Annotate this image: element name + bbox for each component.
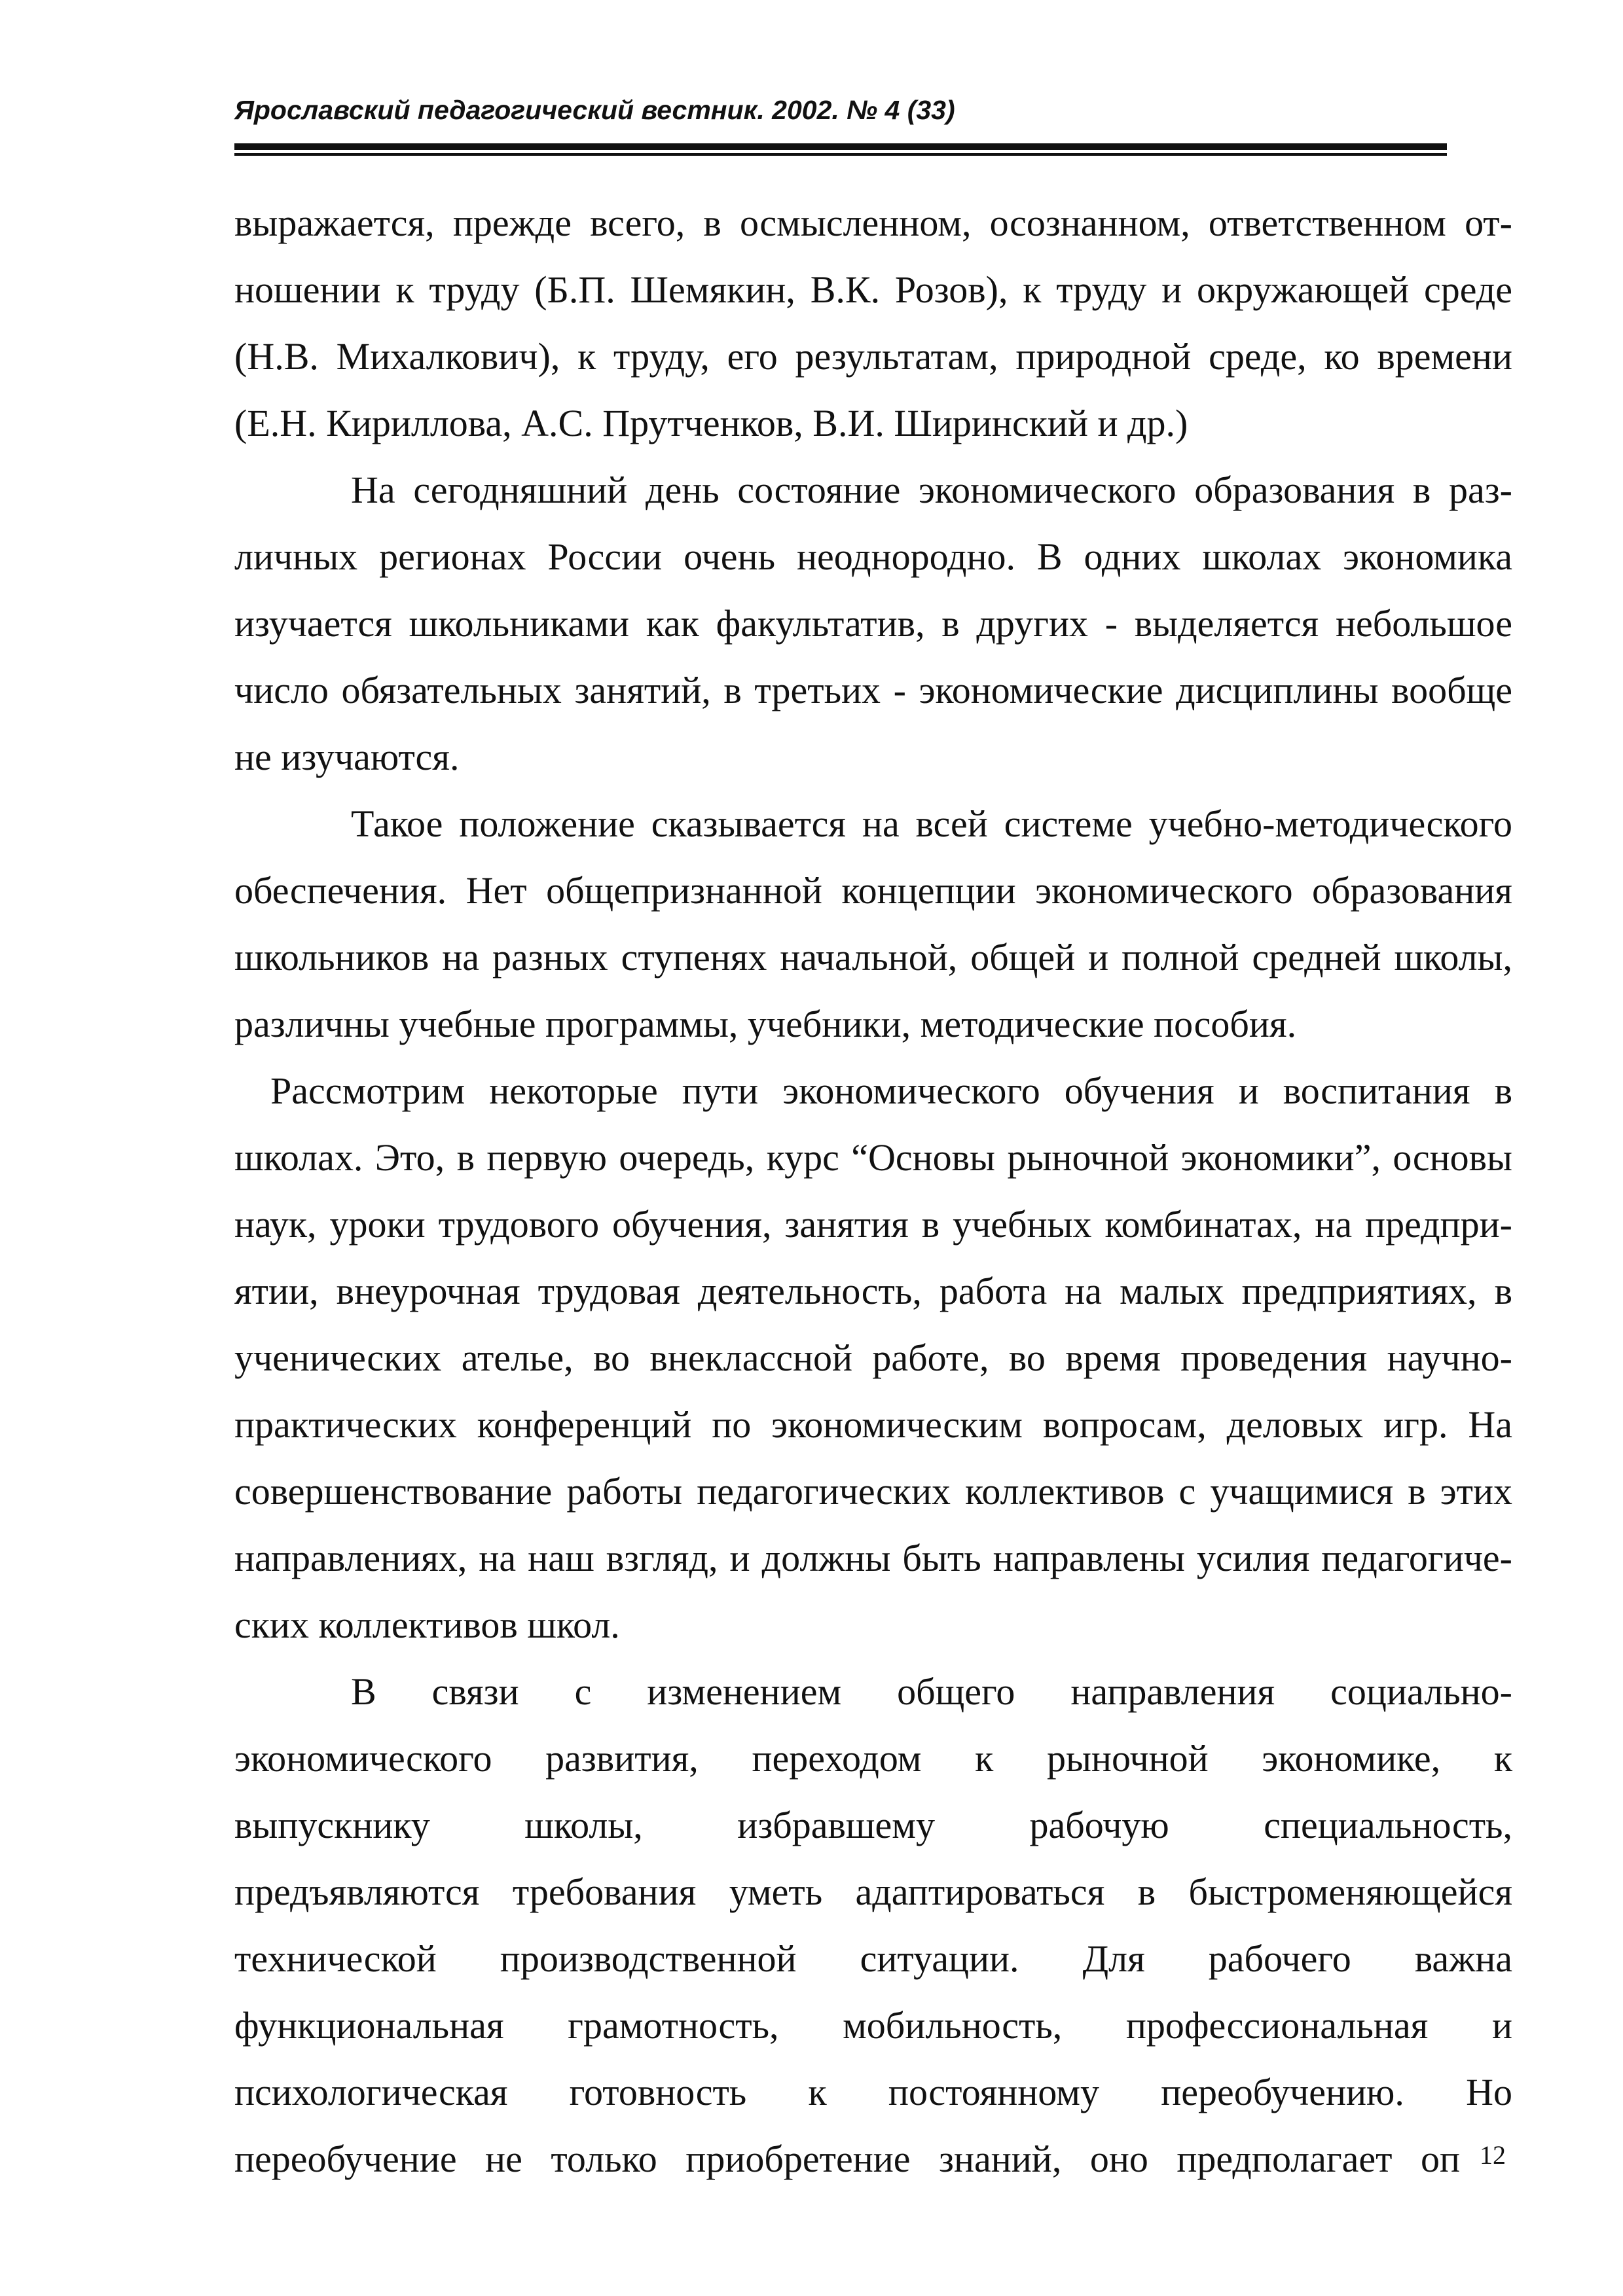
- paragraph-graduate-requirements: В связи с изменением общего направления социально-экономического развития, переходом к рыночной экономике, к выпускнику школы, избравшему рабочую специальность, предъявляются требования уметь адаптироваться в быстроменяющейся технической производственной ситуации. Для рабочего важна функциональная грамотность, мобильность, профессиональная и психологическая готовность к постоянному переобучению. Но переобучение не только приобретение знаний, оно предполагает оп: [234, 1670, 1512, 2180]
- paragraph-methodical-support: Такое положение сказывается на всей системе учебно-методического обеспечения. Нет общепризнанной концепции экономического образования школьников на разных ступенях начальной, общей и полной средней школы, различны учебные программы, учебники, методические пособия.: [234, 802, 1512, 1045]
- page-number: 12: [1480, 2140, 1506, 2170]
- header-rule-thin: [234, 153, 1447, 156]
- paragraph-ways-of-training: Рассмотрим некоторые пути экономического обучения и воспитания в школах. Это, в первую очередь, курс “Основы рыночной экономики”, основы наук, уроки трудового обучения, занятия в учебных комбинатах, на предприятии, внеурочная трудовая деятельность, работа на малых предприятиях, в ученических ателье, во внеклассной работе, во время проведения научно-практических конференций по экономическим вопросам, деловых игр. На совершенствование работы педагогических коллективов с учащимися в этих направлениях, на наш взгляд, и должны быть направлены усилия педагогических коллективов школ.: [234, 1069, 1512, 1646]
- header-rule-thick: [234, 143, 1447, 150]
- paragraph-regional-state: На сегодняшний день состояние экономического образования в различных регионах России очень неоднородно. В одних школах экономика изучается школьниками как факультатив, в других - выделяется небольшое число обязательных занятий, в третьих - экономические дисциплины вообще не изучаются.: [234, 469, 1512, 778]
- paragraph-continuation: выражается, прежде всего, в осмысленном, осознанном, ответственном отношении к труду (Б.П. Шемякин, В.К. Розов), к труду и окружающей среде (Н.В. Михалкович), к труду, его результатам, природной среде, ко времени (Е.Н. Кириллова, А.С. Прутченков, В.И. Ширинский и др.): [234, 202, 1512, 444]
- article-body: [234, 190, 1512, 2193]
- running-header: Ярославский педагогический вестник. 2002. № 4 (33): [234, 95, 955, 125]
